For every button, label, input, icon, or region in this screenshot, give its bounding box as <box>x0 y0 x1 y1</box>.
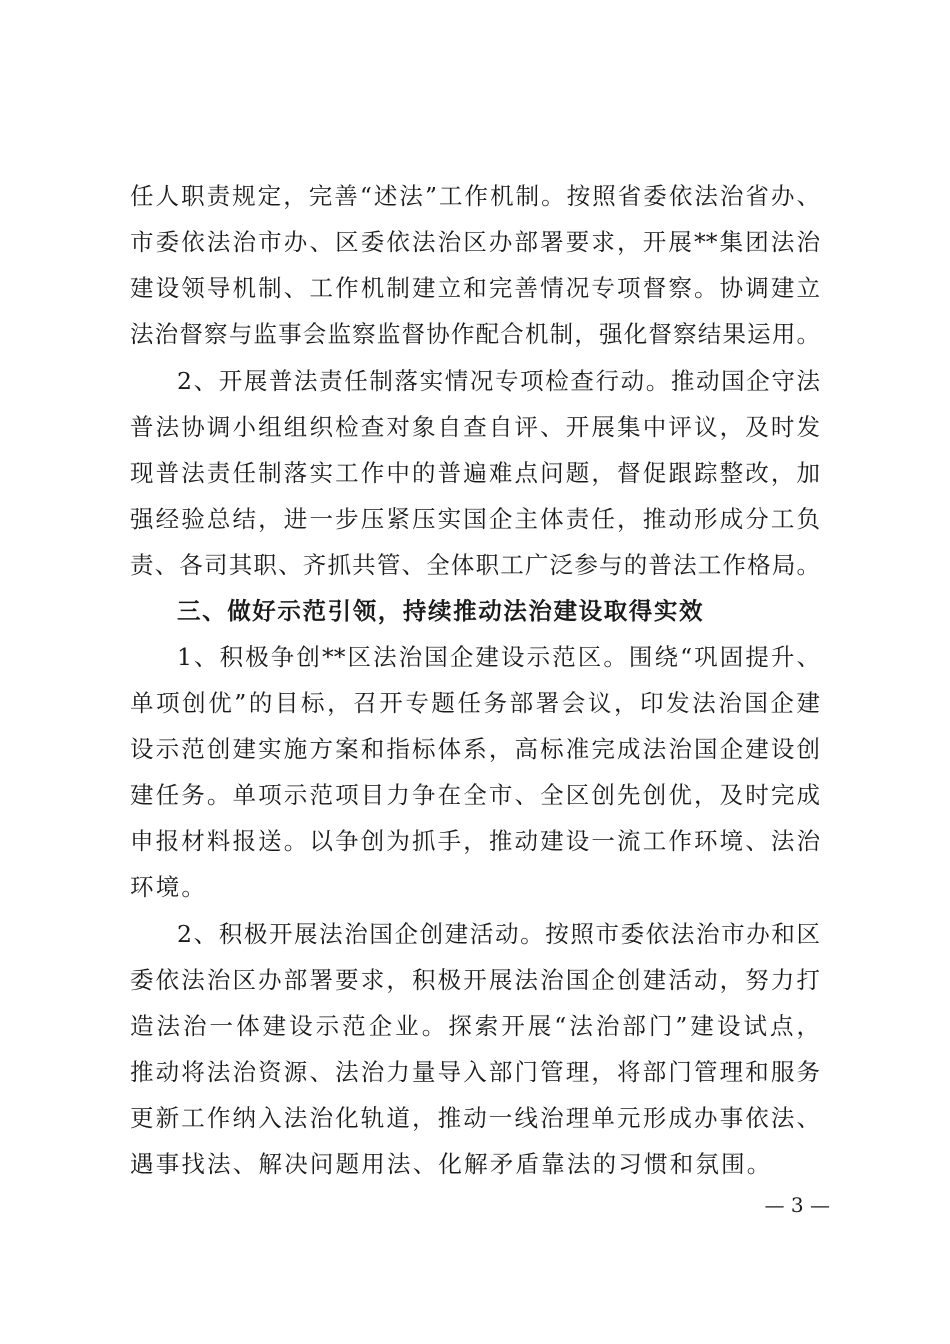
paragraph-3-line-2: 单项创优”的目标，召开专题任务部署会议，印发法治国企建 <box>130 689 820 717</box>
paragraph-2-line-4: 强经验总结，进一步压紧压实国企主体责任，推动形成分工负 <box>130 505 820 533</box>
paragraph-2-line-1: 2、开展普法责任制落实情况专项检查行动。推动国企守法 <box>177 367 820 395</box>
paragraph-4-line-6: 遇事找法、解决问题用法、化解矛盾靠法的习惯和氛围。 <box>130 1150 773 1178</box>
paragraph-4-line-3: 造法治一体建设示范企业。探索开展“法治部门”建设试点， <box>130 1012 820 1040</box>
paragraph-3-line-4: 建任务。单项示范项目力争在全市、全区创先创优，及时完成 <box>130 781 820 809</box>
body-line-4: 法治督察与监事会监察监督协作配合机制，强化督察结果运用。 <box>130 320 820 348</box>
page-number: — 3 — <box>764 1193 830 1217</box>
paragraph-4-line-5: 更新工作纳入法治化轨道，推动一线治理单元形成办事依法、 <box>130 1104 820 1132</box>
body-line-2: 市委依法治市办、区委依法治区办部署要求，开展**集团法治 <box>130 228 820 256</box>
section-heading-3: 三、做好示范引领，持续推动法治建设取得实效 <box>177 597 705 625</box>
paragraph-4-line-1: 2、积极开展法治国企创建活动。按照市委依法治市办和区 <box>177 920 820 948</box>
paragraph-2-line-5: 责、各司其职、齐抓共管、全体职工广泛参与的普法工作格局。 <box>130 551 820 579</box>
paragraph-3-line-6: 环境。 <box>130 873 208 901</box>
paragraph-3-line-1: 1、积极争创**区法治国企建设示范区。围绕“巩固提升、 <box>177 643 820 671</box>
paragraph-2-line-2: 普法协调小组组织检查对象自查自评、开展集中评议，及时发 <box>130 413 820 441</box>
paragraph-2-line-3: 现普法责任制落实工作中的普遍难点问题，督促跟踪整改，加 <box>130 459 820 487</box>
body-line-1: 任人职责规定，完善“述法”工作机制。按照省委依法治省办、 <box>130 182 820 210</box>
paragraph-3-line-5: 申报材料报送。以争创为抓手，推动建设一流工作环境、法治 <box>130 827 820 855</box>
paragraph-4-line-2: 委依法治区办部署要求，积极开展法治国企创建活动，努力打 <box>130 966 820 994</box>
paragraph-3-line-3: 设示范创建实施方案和指标体系，高标准完成法治国企建设创 <box>130 735 820 763</box>
paragraph-4-line-4: 推动将法治资源、法治力量导入部门管理，将部门管理和服务 <box>130 1058 820 1086</box>
body-line-3: 建设领导机制、工作机制建立和完善情况专项督察。协调建立 <box>130 274 820 302</box>
